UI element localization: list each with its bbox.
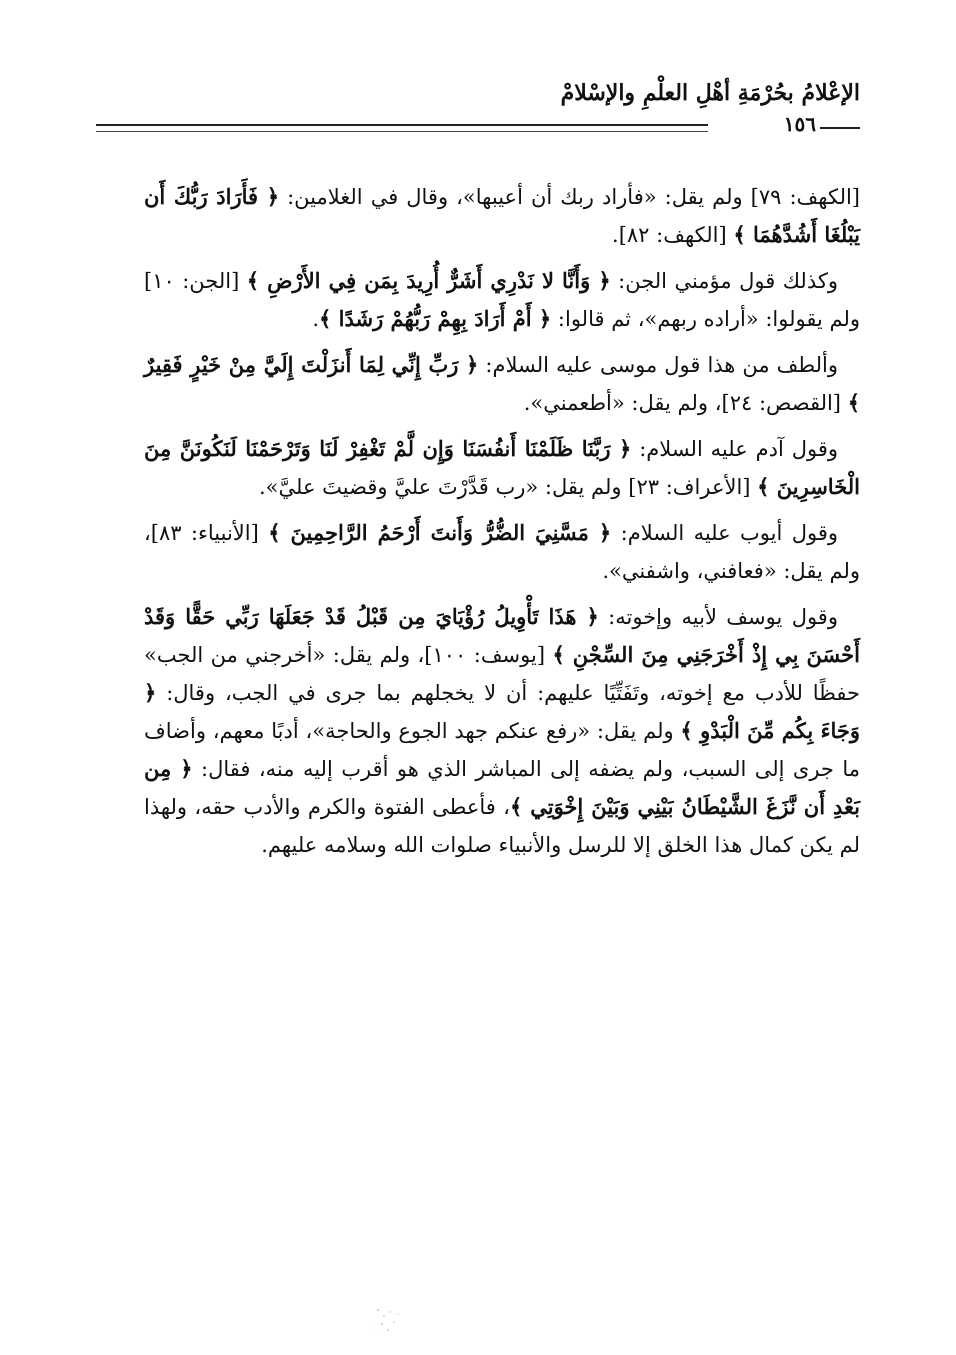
quran-verse: ﴿ هَذَا تَأْوِيلُ رُؤْيَايَ مِن قَبْلُ قَدْ جَعَلَهَا رَبِّي حَقًّا وَقَدْ أَحْسَنَ بِي إِذْ أَخْرَجَنِي مِنَ السِّجْنِ ﴾ — [144, 604, 860, 667]
header-rule — [96, 112, 860, 136]
scan-speckle-mark — [370, 1300, 410, 1340]
quran-verse: ﴿ رَبَّنَا ظَلَمْنَا أَنفُسَنَا وَإِن لَّمْ تَغْفِرْ لَنَا وَتَرْحَمْنَا لَنَكُونَنَّ مِنَ الْخَاسِرِينَ ﴾ — [144, 436, 860, 499]
running-header-title: الإعْلامُ بحُرْمَةِ أهْلِ العلْمِ والإسْلامْ — [560, 80, 860, 106]
paragraph — [144, 178, 860, 254]
paragraph-text: [يوسف: ١٠٠]، ولم يقل: «أخرجني من الجب» حفظًا للأدب مع إخوته، وتَفَتِّيًا عليهم: أن لا يخجلهم بما جرى في الجب، وقال: — [144, 643, 860, 705]
paragraph — [144, 514, 860, 590]
quran-verse: ﴿ مَسَّنِيَ الضُّرُّ وَأَنتَ أَرْحَمُ الرَّاحِمِينَ ﴾ — [268, 520, 612, 545]
paragraph-text: ولم يقل: «رفع عنكم جهد الجوع والحاجة»، أدبًا معهم، وأضاف ما جرى إلى السبب، ولم يضفه إلى المباشر الذي هو أقرب إليه منه، فقال: — [144, 719, 861, 781]
paragraph — [144, 346, 860, 422]
paragraph-text: وكذلك قول مؤمني الجن: — [610, 269, 838, 293]
paragraph-text: . — [312, 307, 320, 331]
paragraph-text: [الجن: ١٠] ولم يقولوا: «أراده ربهم»، ثم قالوا: — [144, 269, 860, 331]
paragraph-text: وألطف من هذا قول موسى عليه السلام: — [478, 353, 838, 377]
paragraph-text: وقول يوسف لأبيه وإخوته: — [598, 605, 838, 629]
paragraph — [144, 262, 860, 338]
paragraph-text: وقول آدم عليه السلام: — [631, 437, 838, 461]
quran-verse: ﴿ فَأَرَادَ رَبُّكَ أَن يَبْلُغَا أَشُدَّهُمَا ﴾ — [144, 184, 860, 247]
page-number: ١٥٦ — [783, 112, 816, 136]
paragraph-text: [الأعراف: ٢٣] ولم يقل: «رب قَدَّرْتَ عليَّ وقضيتَ عليَّ». — [258, 475, 758, 499]
paragraph-text: [القصص: ٢٤]، ولم يقل: «أطعمني». — [523, 391, 848, 415]
paragraph-text: [الأنبياء: ٨٣]، ولم يقل: «فعافني، واشفني». — [144, 521, 860, 583]
header-rule-short-line — [820, 127, 860, 129]
paragraph — [144, 430, 860, 506]
paragraph-text: [الكهف: ٧٩] ولم يقل: «فأراد ربك أن أعيبها»، وقال في الغلامين: — [279, 185, 860, 209]
quran-verse: ﴿ رَبِّ إِنِّي لِمَا أَنزَلْتَ إِلَيَّ مِنْ خَيْرٍ فَقِيرٌ ﴾ — [144, 352, 860, 415]
quran-verse: ﴿ أَمْ أَرَادَ بِهِمْ رَبُّهُمْ رَشَدًا ﴾ — [319, 306, 552, 331]
paragraph-text: وقول أيوب عليه السلام: — [611, 521, 838, 545]
paragraph-text: [الكهف: ٨٢]. — [612, 223, 734, 247]
quran-verse: ﴿ وَأَنَّا لا نَدْرِي أَشَرٌّ أُرِيدَ بِمَن فِي الأَرْضِ ﴾ — [246, 268, 611, 293]
paragraph — [144, 598, 860, 864]
quran-verse: ﴿ وَجَاءَ بِكُم مِّنَ الْبَدْوِ ﴾ — [144, 680, 861, 743]
quran-verse: ﴿ مِن بَعْدِ أَن نَّزَغَ الشَّيْطَانُ بَيْنِي وَبَيْنَ إِخْوَتِي ﴾ — [144, 756, 860, 819]
header-rule-double-line — [96, 124, 708, 132]
paragraph-text: ، فأعطى الفتوة والكرم والأدب حقه، ولهذا لم يكن كمال هذا الخلق إلا للرسل والأنبياء صلوات الله وسلامه عليهم. — [144, 795, 860, 857]
body-text — [144, 178, 860, 872]
